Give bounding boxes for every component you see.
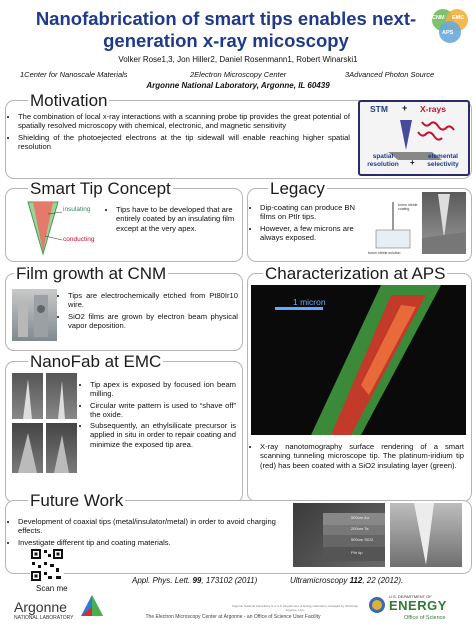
fib-tip-1 [12, 373, 43, 419]
cnm-title: Film growth at CNM [16, 264, 167, 283]
motivation-bullet: • The combination of local x-ray interactions with a scanning probe tip provides the great potential of spatially resolved microscopy with chemical, electronic, and magnetic sensitivity [18, 112, 350, 131]
ref2-rest: , 22 (2012). [362, 576, 404, 585]
coaxial-tip-overview-image [390, 503, 462, 567]
bn-coating-label: boron nitride coating [398, 203, 418, 211]
emc-bullet: • Circular write pattern is used to “shave off” the oxide. [90, 401, 236, 420]
argonne-triangle-icon [80, 594, 104, 618]
layer-label-ptir: PtIr tip [351, 550, 363, 555]
emc-bullets [80, 380, 236, 451]
authors: Volker Rose1,3, Jon Hiller2, Daniel Rosenmann1, Robert Winarski1 [118, 55, 358, 64]
future-bullets [8, 517, 288, 549]
fib-image-2 [46, 373, 77, 419]
fib-image-4 [46, 423, 77, 473]
cnm-emc-aps-logo [430, 6, 470, 46]
future-bullet: • Development of coaxial tips (metal/insulator/metal) in order to avoid charging effects. [18, 517, 288, 536]
qr-code[interactable] [30, 548, 64, 582]
layer-label-au: 500nm Au [351, 515, 370, 520]
future-bullet: • Investigate different tip and coating materials. [18, 538, 288, 547]
reference-ultramicroscopy[interactable] [290, 576, 403, 585]
aps-title: Characterization at APS [265, 264, 446, 283]
emc-title: NanoFab at EMC [30, 352, 162, 371]
motivation-bullets [8, 112, 350, 153]
fib-image-1 [12, 373, 43, 419]
equipment-illustration [12, 289, 57, 341]
stm-xray-figure [358, 100, 470, 176]
logo-emc: EMC [452, 15, 465, 21]
cnm-bullet: • SiO2 films are grown by electron beam physical vapor deposition. [68, 312, 238, 331]
stm-label: STM [370, 104, 388, 114]
motivation-bullet: • Shielding of the photoejected electrons at the tip sidewall will enable reaching higher spatial resolution [18, 133, 350, 152]
coaxial-tip-shape [390, 503, 462, 567]
smart-tip-bullets [106, 205, 236, 235]
layer-label-sio2: 500nm SiO2 [351, 537, 374, 542]
affiliation-aps: 3Advanced Photon Source [345, 70, 435, 79]
fib-image-3 [12, 423, 43, 473]
scale-bar-label: 1 micron [293, 297, 326, 307]
cnm-bullets [58, 291, 238, 332]
emc-bullet: • Tip apex is exposed by focused ion beam milling. [90, 380, 236, 399]
fib-tip-2 [46, 373, 77, 419]
ref1-volume: 99 [192, 576, 202, 585]
layer-label-ta: 200nm Ta [351, 526, 369, 531]
legacy-bullet: • Dip-coating can produce BN films on PtIr tips. [260, 203, 366, 222]
logo-cnm: CNM [432, 15, 445, 21]
tip-rendering [251, 285, 466, 435]
aps-bullet: • X-ray nanotomography surface rendering of a smart scanning tunneling microscope tip. The platinum-iridium tip (red) has been coated with a SiO2 insulating layer (green). [260, 442, 464, 470]
coaxial-tip-sem-image [293, 503, 385, 567]
poster-title: Nanofabrication of smart tips enables next-generation x-ray micoscopy [35, 8, 417, 51]
xray-tomography-rendering [251, 285, 466, 435]
ref2-journal: Ultramicroscopy [290, 576, 350, 585]
doe-top-label: U.S. DEPARTMENT OF [389, 594, 432, 599]
scan-me-label: Scan me [36, 584, 68, 593]
spatial-resolution-label: spatial resolution [367, 153, 399, 168]
logo-aps: APS [442, 30, 454, 36]
plus-sign-2: + [410, 158, 415, 167]
cnm-equipment-photo [12, 289, 57, 341]
legacy-bullet: • However, a few microns are always exposed. [260, 224, 366, 243]
bn-solution-label: boron nitride solution [368, 251, 401, 255]
ref1-journal: Appl. Phys. Lett. [132, 576, 193, 585]
coaxial-layers [293, 503, 385, 567]
motivation-title: Motivation [30, 91, 108, 110]
argonne-fine-print: Argonne National Laboratory is a U.S. Department of Energy laboratory managed by UChicago Argonne, LLC. [231, 604, 359, 612]
legacy-title: Legacy [270, 179, 325, 198]
affiliation-emc: 2Electron Microscopy Center [190, 70, 287, 79]
emc-footer-text: The Electron Microscopy Center at Argonne - an Office of Science User Facility [145, 614, 321, 620]
affiliation-cnm: 1Center for Nanoscale Materials [20, 70, 128, 79]
legacy-bullets [250, 203, 366, 244]
elemental-selectivity-label: elemental selectivity [427, 153, 459, 168]
reference-apl[interactable] [132, 576, 257, 585]
fib-tip-3 [12, 423, 43, 473]
plus-sign: + [402, 103, 408, 113]
smart-tip-bullet: • Tips have to be developed that are entirely coated by an insulating film except at the very apex. [116, 205, 236, 233]
insulating-label: insulating [63, 206, 91, 213]
future-title: Future Work [30, 491, 124, 510]
doe-seal-icon [368, 596, 386, 614]
cnm-bullet: • Tips are electrochemically etched from Pt80Ir10 wire. [68, 291, 238, 310]
institution: Argonne National Laboratory, Argonne, IL 60439 [146, 81, 330, 90]
argonne-subtitle: NATIONAL LABORATORY [14, 615, 74, 621]
legacy-tip-sem-image [422, 192, 466, 254]
ref1-rest: , 173102 (2011) [201, 576, 258, 585]
doe-energy-label: ENERGY [389, 598, 447, 613]
fib-tip-4 [46, 423, 77, 473]
ref2-volume: 112 [349, 576, 363, 585]
smart-tip-title: Smart Tip Concept [30, 179, 171, 198]
argonne-wordmark: Argonne [14, 599, 67, 615]
doe-office-label: Office of Science [404, 615, 446, 621]
emc-bullet: • Subsequently, an ethylsilicate precursor is applied in situ in order to repair coating and minimize the exposed tip area. [90, 421, 236, 449]
xrays-label: X-rays [420, 104, 446, 114]
legacy-tip-shape [422, 192, 466, 254]
conducting-label: conducting [63, 236, 95, 243]
aps-bullets [250, 442, 464, 472]
